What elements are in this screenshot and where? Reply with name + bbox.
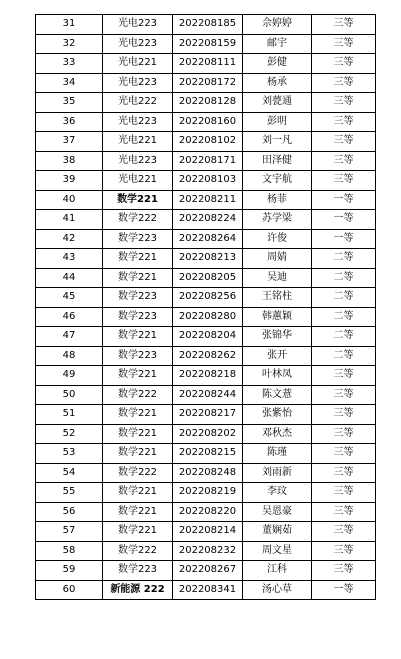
class-cell: 光电223 <box>103 112 173 132</box>
table-row <box>36 34 376 54</box>
student-name-cell: 汤心草 <box>243 580 312 600</box>
student-id-cell: 202208214 <box>173 522 243 542</box>
student-id-cell: 202208244 <box>173 385 243 405</box>
student-id-cell: 202208248 <box>173 463 243 483</box>
student-id-cell: 202208218 <box>173 366 243 386</box>
table-row <box>36 424 376 444</box>
class-cell: 数学221 <box>103 249 173 269</box>
student-name-cell: 杨菲 <box>243 190 312 210</box>
table-row <box>36 73 376 93</box>
row-number-cell: 41 <box>36 210 103 230</box>
student-name-cell: 许俊 <box>243 229 312 249</box>
student-name-cell: 刘雨新 <box>243 463 312 483</box>
student-name-cell: 周婧 <box>243 249 312 269</box>
student-id-cell: 202208202 <box>173 424 243 444</box>
award-level-cell: 二等 <box>312 268 376 288</box>
table-row <box>36 385 376 405</box>
award-level-cell: 一等 <box>312 229 376 249</box>
award-level-cell: 三等 <box>312 73 376 93</box>
student-id-cell: 202208128 <box>173 93 243 113</box>
class-cell: 新能源 222 <box>103 580 173 600</box>
award-level-cell: 三等 <box>312 522 376 542</box>
student-name-cell: 刘一凡 <box>243 132 312 152</box>
class-cell: 数学221 <box>103 522 173 542</box>
student-name-cell: 陈文薏 <box>243 385 312 405</box>
row-number-cell: 38 <box>36 151 103 171</box>
student-id-cell: 202208160 <box>173 112 243 132</box>
row-number-cell: 54 <box>36 463 103 483</box>
row-number-cell: 56 <box>36 502 103 522</box>
table-row <box>36 171 376 191</box>
student-id-cell: 202208220 <box>173 502 243 522</box>
row-number-cell: 31 <box>36 15 103 35</box>
row-number-cell: 43 <box>36 249 103 269</box>
award-level-cell: 二等 <box>312 249 376 269</box>
award-level-cell: 三等 <box>312 385 376 405</box>
student-id-cell: 202208103 <box>173 171 243 191</box>
table-row <box>36 463 376 483</box>
row-number-cell: 46 <box>36 307 103 327</box>
award-level-cell: 三等 <box>312 171 376 191</box>
class-cell: 光电221 <box>103 132 173 152</box>
award-level-cell: 三等 <box>312 112 376 132</box>
row-number-cell: 40 <box>36 190 103 210</box>
class-cell: 数学221 <box>103 483 173 503</box>
table-row <box>36 229 376 249</box>
class-cell: 光电221 <box>103 54 173 74</box>
award-level-cell: 三等 <box>312 15 376 35</box>
class-cell: 数学223 <box>103 346 173 366</box>
award-level-cell: 三等 <box>312 502 376 522</box>
class-cell: 数学221 <box>103 268 173 288</box>
row-number-cell: 52 <box>36 424 103 444</box>
table-row <box>36 405 376 425</box>
award-level-cell: 二等 <box>312 346 376 366</box>
table-row <box>36 346 376 366</box>
student-name-cell: 李玟 <box>243 483 312 503</box>
student-id-cell: 202208232 <box>173 541 243 561</box>
row-number-cell: 60 <box>36 580 103 600</box>
class-cell: 数学221 <box>103 444 173 464</box>
award-level-cell: 三等 <box>312 366 376 386</box>
table-row <box>36 327 376 347</box>
student-name-cell: 田泽健 <box>243 151 312 171</box>
row-number-cell: 58 <box>36 541 103 561</box>
award-level-cell: 三等 <box>312 463 376 483</box>
class-cell: 光电223 <box>103 151 173 171</box>
table-row <box>36 93 376 113</box>
student-id-cell: 202208111 <box>173 54 243 74</box>
student-id-cell: 202208171 <box>173 151 243 171</box>
student-id-cell: 202208211 <box>173 190 243 210</box>
table-row <box>36 249 376 269</box>
class-cell: 数学221 <box>103 190 173 210</box>
award-level-cell: 一等 <box>312 210 376 230</box>
row-number-cell: 45 <box>36 288 103 308</box>
award-table <box>35 14 376 600</box>
student-name-cell: 苏学梁 <box>243 210 312 230</box>
award-level-cell: 三等 <box>312 54 376 74</box>
row-number-cell: 44 <box>36 268 103 288</box>
student-name-cell: 彭明 <box>243 112 312 132</box>
row-number-cell: 47 <box>36 327 103 347</box>
table-row <box>36 15 376 35</box>
table-row <box>36 522 376 542</box>
class-cell: 数学223 <box>103 561 173 581</box>
table-row <box>36 268 376 288</box>
class-cell: 数学221 <box>103 424 173 444</box>
award-level-cell: 三等 <box>312 541 376 561</box>
row-number-cell: 48 <box>36 346 103 366</box>
row-number-cell: 53 <box>36 444 103 464</box>
row-number-cell: 59 <box>36 561 103 581</box>
student-name-cell: 董娴茹 <box>243 522 312 542</box>
class-cell: 光电223 <box>103 34 173 54</box>
award-level-cell: 二等 <box>312 288 376 308</box>
student-name-cell: 邮宇 <box>243 34 312 54</box>
student-name-cell: 吴迪 <box>243 268 312 288</box>
student-name-cell: 张锦华 <box>243 327 312 347</box>
student-id-cell: 202208341 <box>173 580 243 600</box>
student-name-cell: 刘甍通 <box>243 93 312 113</box>
class-cell: 光电223 <box>103 15 173 35</box>
student-id-cell: 202208185 <box>173 15 243 35</box>
table-row <box>36 366 376 386</box>
class-cell: 数学223 <box>103 229 173 249</box>
student-id-cell: 202208262 <box>173 346 243 366</box>
student-name-cell: 杨承 <box>243 73 312 93</box>
row-number-cell: 34 <box>36 73 103 93</box>
class-cell: 数学221 <box>103 366 173 386</box>
row-number-cell: 57 <box>36 522 103 542</box>
row-number-cell: 32 <box>36 34 103 54</box>
student-id-cell: 202208256 <box>173 288 243 308</box>
row-number-cell: 33 <box>36 54 103 74</box>
student-name-cell: 彭健 <box>243 54 312 74</box>
class-cell: 数学222 <box>103 463 173 483</box>
student-name-cell: 陈瑾 <box>243 444 312 464</box>
award-level-cell: 三等 <box>312 151 376 171</box>
award-table-body <box>36 15 376 600</box>
student-name-cell: 张开 <box>243 346 312 366</box>
table-row <box>36 502 376 522</box>
table-row <box>36 444 376 464</box>
table-row <box>36 483 376 503</box>
table-row <box>36 54 376 74</box>
row-number-cell: 37 <box>36 132 103 152</box>
table-row <box>36 151 376 171</box>
class-cell: 数学221 <box>103 405 173 425</box>
table-row <box>36 190 376 210</box>
student-name-cell: 张紫怡 <box>243 405 312 425</box>
row-number-cell: 50 <box>36 385 103 405</box>
student-id-cell: 202208159 <box>173 34 243 54</box>
student-name-cell: 江科 <box>243 561 312 581</box>
class-cell: 光电222 <box>103 93 173 113</box>
student-name-cell: 周文星 <box>243 541 312 561</box>
award-level-cell: 三等 <box>312 483 376 503</box>
class-cell: 数学222 <box>103 385 173 405</box>
row-number-cell: 36 <box>36 112 103 132</box>
class-cell: 数学223 <box>103 307 173 327</box>
student-id-cell: 202208267 <box>173 561 243 581</box>
award-level-cell: 三等 <box>312 34 376 54</box>
class-cell: 光电223 <box>103 73 173 93</box>
class-cell: 数学221 <box>103 327 173 347</box>
student-name-cell: 佘婷婷 <box>243 15 312 35</box>
row-number-cell: 35 <box>36 93 103 113</box>
award-level-cell: 三等 <box>312 93 376 113</box>
row-number-cell: 49 <box>36 366 103 386</box>
student-name-cell: 叶林凤 <box>243 366 312 386</box>
class-cell: 数学221 <box>103 502 173 522</box>
award-level-cell: 三等 <box>312 132 376 152</box>
row-number-cell: 42 <box>36 229 103 249</box>
row-number-cell: 39 <box>36 171 103 191</box>
table-row <box>36 541 376 561</box>
table-row <box>36 561 376 581</box>
student-name-cell: 吴恩豪 <box>243 502 312 522</box>
class-cell: 数学223 <box>103 288 173 308</box>
award-level-cell: 三等 <box>312 424 376 444</box>
student-name-cell: 邓秋杰 <box>243 424 312 444</box>
student-id-cell: 202208264 <box>173 229 243 249</box>
student-id-cell: 202208172 <box>173 73 243 93</box>
student-id-cell: 202208219 <box>173 483 243 503</box>
student-id-cell: 202208205 <box>173 268 243 288</box>
table-row <box>36 307 376 327</box>
row-number-cell: 55 <box>36 483 103 503</box>
student-id-cell: 202208215 <box>173 444 243 464</box>
student-name-cell: 文宇航 <box>243 171 312 191</box>
student-name-cell: 王铭柱 <box>243 288 312 308</box>
student-id-cell: 202208102 <box>173 132 243 152</box>
student-id-cell: 202208204 <box>173 327 243 347</box>
table-row <box>36 580 376 600</box>
award-level-cell: 三等 <box>312 405 376 425</box>
student-id-cell: 202208224 <box>173 210 243 230</box>
class-cell: 数学222 <box>103 541 173 561</box>
award-level-cell: 二等 <box>312 327 376 347</box>
award-level-cell: 一等 <box>312 190 376 210</box>
table-row <box>36 112 376 132</box>
student-id-cell: 202208213 <box>173 249 243 269</box>
award-level-cell: 三等 <box>312 561 376 581</box>
row-number-cell: 51 <box>36 405 103 425</box>
student-id-cell: 202208280 <box>173 307 243 327</box>
table-row <box>36 210 376 230</box>
table-row <box>36 132 376 152</box>
table-row <box>36 288 376 308</box>
class-cell: 光电221 <box>103 171 173 191</box>
award-level-cell: 二等 <box>312 307 376 327</box>
class-cell: 数学222 <box>103 210 173 230</box>
student-id-cell: 202208217 <box>173 405 243 425</box>
award-level-cell: 一等 <box>312 580 376 600</box>
student-name-cell: 韩蕙颖 <box>243 307 312 327</box>
award-level-cell: 三等 <box>312 444 376 464</box>
